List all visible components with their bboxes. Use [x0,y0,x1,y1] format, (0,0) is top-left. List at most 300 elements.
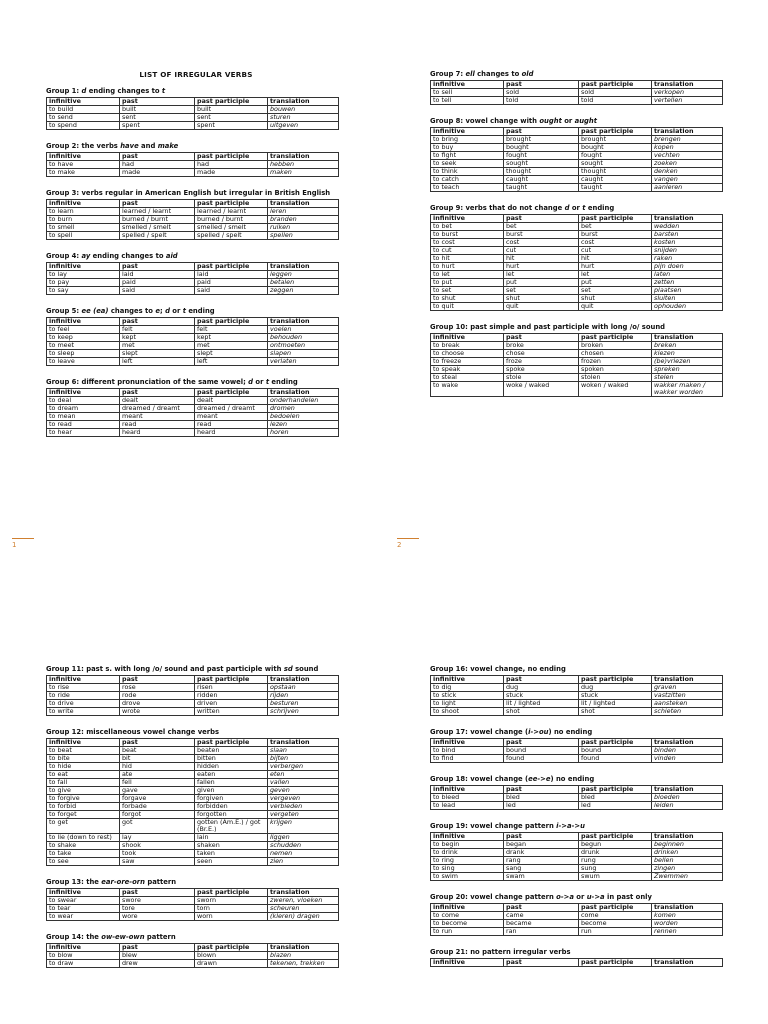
column-header: translation [268,889,339,897]
table-row [431,841,723,849]
past-cell: met [120,342,195,350]
past-cell: became [504,920,579,928]
translation-cell: ontmoeten [268,342,339,350]
column-header: translation [652,739,723,747]
table-row [431,223,723,231]
table-row [431,755,723,763]
past-cell: smelled / smelt [120,224,195,232]
table-row [47,763,339,771]
group-heading: Group 6: different pronunciation of the same vowel; d or t ending [46,378,298,386]
verb-table [46,97,339,130]
column-header: translation [268,318,339,326]
past-cell: burned / burnt [120,216,195,224]
past-participle-cell: bitten [195,755,268,763]
past-cell: bought [504,144,579,152]
past-participle-cell: met [195,342,268,350]
column-header: infinitive [431,904,504,912]
past-cell: caught [504,176,579,184]
page-2 [384,0,768,512]
infinitive-cell: to wear [47,913,120,921]
infinitive-cell: to bite [47,755,120,763]
verb-table [46,317,339,366]
table-row [47,858,339,866]
verb-table [430,958,723,967]
past-cell: froze [504,358,579,366]
past-cell: made [120,169,195,177]
table-row [431,168,723,176]
translation-cell: geven [268,787,339,795]
column-header: translation [268,389,339,397]
infinitive-cell: to smell [47,224,120,232]
translation-cell: bellen [652,857,723,865]
page-number-1-text: 1 [12,541,17,549]
translation-cell: vergeten [268,811,339,819]
table-row [431,747,723,755]
past-participle-cell: put [579,279,652,287]
infinitive-cell: to wake [431,382,504,397]
translation-cell: ophouden [652,303,723,311]
past-participle-cell: sought [579,160,652,168]
past-participle-cell: swum [579,873,652,881]
table-row [47,429,339,437]
past-cell: meant [120,413,195,421]
page-number-2-text: 2 [397,541,402,549]
past-participle-cell: brought [579,136,652,144]
past-participle-cell: hidden [195,763,268,771]
group-heading: Group 5: ee (ea) changes to e; d or t ending [46,307,215,315]
translation-cell: eten [268,771,339,779]
column-header: translation [652,128,723,136]
past-cell: hit [504,255,579,263]
past-cell: drank [504,849,579,857]
infinitive-cell: to hide [47,763,120,771]
past-cell: bit [120,755,195,763]
table-header-row [47,153,339,161]
past-cell: began [504,841,579,849]
past-participle-cell: chosen [579,350,652,358]
translation-cell: vallen [268,779,339,787]
translation-cell: betalen [268,279,339,287]
translation-cell: besturen [268,700,339,708]
table-row [431,849,723,857]
infinitive-cell: to get [47,819,120,834]
column-header: past participle [579,334,652,342]
past-cell: spent [120,122,195,130]
verb-table [46,152,339,177]
column-header: infinitive [47,389,120,397]
translation-cell: bedoelen [268,413,339,421]
column-header: past participle [195,153,268,161]
past-participle-cell: smelled / smelt [195,224,268,232]
translation-cell: kosten [652,239,723,247]
translation-cell: schieten [652,708,723,716]
table-header-row [431,959,723,967]
page-4-column [430,665,730,979]
column-header: past participle [195,389,268,397]
column-header: past participle [579,959,652,967]
column-header: past [504,676,579,684]
column-header: past participle [579,904,652,912]
past-cell: shook [120,842,195,850]
infinitive-cell: to begin [431,841,504,849]
group-heading: Group 12: miscellaneous vowel change verbs [46,728,220,736]
table-row [47,122,339,130]
past-participle-cell: begun [579,841,652,849]
infinitive-cell: to set [431,287,504,295]
past-participle-cell: beaten [195,747,268,755]
translation-cell: zoeken [652,160,723,168]
past-participle-cell: burst [579,231,652,239]
column-header: past participle [195,318,268,326]
page-3 [0,512,384,1024]
infinitive-cell: to forgive [47,795,120,803]
past-cell: found [504,755,579,763]
past-participle-cell: dealt [195,397,268,405]
table-row [47,169,339,177]
column-header: past [120,153,195,161]
past-cell: dug [504,684,579,692]
translation-cell: aanleren [652,184,723,192]
past-participle-cell: told [579,97,652,105]
past-cell: fought [504,152,579,160]
past-cell: cost [504,239,579,247]
column-header: past participle [579,739,652,747]
past-participle-cell: stuck [579,692,652,700]
past-participle-cell: laid [195,271,268,279]
translation-cell: plaatsen [652,287,723,295]
translation-cell: beginnen [652,841,723,849]
group-heading: Group 14: the ow-ew-own pattern [46,933,176,941]
verb-table [430,785,723,810]
past-cell: beat [120,747,195,755]
infinitive-cell: to lay [47,271,120,279]
column-header: infinitive [431,81,504,89]
column-header: translation [652,215,723,223]
past-cell: blew [120,952,195,960]
past-cell: cut [504,247,579,255]
column-header: past participle [195,98,268,106]
infinitive-cell: to break [431,342,504,350]
infinitive-cell: to make [47,169,120,177]
translation-cell: hebben [268,161,339,169]
past-participle-cell: dreamed / dreamt [195,405,268,413]
infinitive-cell: to choose [431,350,504,358]
infinitive-cell: to freeze [431,358,504,366]
past-cell: thought [504,168,579,176]
translation-cell: rennen [652,928,723,936]
past-cell: paid [120,279,195,287]
table-row [47,358,339,366]
past-participle-cell: cut [579,247,652,255]
group-heading: Group 17: vowel change (i->ou) no ending [430,728,593,736]
infinitive-cell: to say [47,287,120,295]
past-participle-cell: rung [579,857,652,865]
infinitive-cell: to see [47,858,120,866]
page-4 [384,512,768,1024]
past-participle-cell: shot [579,708,652,716]
column-header: infinitive [47,944,120,952]
translation-cell: snijden [652,247,723,255]
group-heading: Group 7: ell changes to old [430,70,534,78]
past-cell: sang [504,865,579,873]
verb-table [46,199,339,240]
table-row [431,920,723,928]
verb-table [430,80,723,105]
column-header: translation [652,959,723,967]
past-cell: lit / lighted [504,700,579,708]
infinitive-cell: to speak [431,366,504,374]
past-cell: sought [504,160,579,168]
past-participle-cell: bled [579,794,652,802]
translation-cell: vechten [652,152,723,160]
page-1-column [46,0,346,449]
past-cell: bled [504,794,579,802]
column-header: past participle [579,215,652,223]
translation-cell: vertellen [652,97,723,105]
verb-table [46,888,339,921]
column-header: infinitive [431,676,504,684]
translation-cell: leiden [652,802,723,810]
translation-cell: kiezen [652,350,723,358]
past-participle-cell: hit [579,255,652,263]
infinitive-cell: to bring [431,136,504,144]
past-cell: took [120,850,195,858]
column-header: infinitive [47,153,120,161]
verb-table [430,738,723,763]
group-heading: Group 18: vowel change (ee->e) no ending [430,775,595,783]
past-cell: learned / learnt [120,208,195,216]
column-header: past participle [579,81,652,89]
table-row [431,97,723,105]
translation-cell: nemen [268,850,339,858]
past-cell: lay [120,834,195,842]
translation-cell: verbieden [268,803,339,811]
infinitive-cell: to shoot [431,708,504,716]
infinitive-cell: to buy [431,144,504,152]
past-participle-cell: felt [195,326,268,334]
table-row [47,271,339,279]
translation-cell: maken [268,169,339,177]
table-row [431,247,723,255]
translation-cell: zweren, vloeken [268,897,339,905]
group-heading: Group 2: the verbs have and make [46,142,179,150]
table-row [431,708,723,716]
past-cell: wore [120,913,195,921]
table-header-row [431,676,723,684]
past-cell: forgave [120,795,195,803]
table-row [47,413,339,421]
past-cell: taught [504,184,579,192]
past-participle-cell: sworn [195,897,268,905]
column-header: past [120,318,195,326]
table-row [431,873,723,881]
past-participle-cell: cost [579,239,652,247]
translation-cell: voelen [268,326,339,334]
verb-table [46,943,339,968]
translation-cell: barsten [652,231,723,239]
page-1 [0,0,384,512]
past-cell: gave [120,787,195,795]
infinitive-cell: to swear [47,897,120,905]
infinitive-cell: to bleed [431,794,504,802]
column-header: translation [268,739,339,747]
table-row [431,239,723,247]
past-participle-cell: sung [579,865,652,873]
infinitive-cell: to put [431,279,504,287]
past-cell: sent [120,114,195,122]
translation-cell: breken [652,342,723,350]
past-cell: stuck [504,692,579,700]
group-heading: Group 10: past simple and past participle with long /o/ sound [430,323,666,331]
infinitive-cell: to quit [431,303,504,311]
column-header: past [120,889,195,897]
column-header: translation [652,833,723,841]
column-header: past [504,904,579,912]
infinitive-cell: to forget [47,811,120,819]
column-header: translation [652,676,723,684]
translation-cell: slapen [268,350,339,358]
past-participle-cell: stolen [579,374,652,382]
past-participle-cell: set [579,287,652,295]
group-heading: Group 13: the ear-ore-orn pattern [46,878,177,886]
translation-cell: vastzitten [652,692,723,700]
table-row [431,912,723,920]
past-cell: felt [120,326,195,334]
column-header: infinitive [431,334,504,342]
group-heading: Group 11: past s. with long /o/ sound and past participle with sd sound [46,665,319,673]
column-header: past participle [579,676,652,684]
past-cell: slept [120,350,195,358]
column-header: infinitive [431,959,504,967]
past-participle-cell: torn [195,905,268,913]
table-row [431,366,723,374]
table-header-row [47,318,339,326]
translation-cell: zien [268,858,339,866]
past-participle-cell: paid [195,279,268,287]
table-row [47,106,339,114]
past-cell: shut [504,295,579,303]
column-header: past [120,389,195,397]
infinitive-cell: to learn [47,208,120,216]
past-cell: ran [504,928,579,936]
group-heading: Group 3: verbs regular in American English but irregular in British English [46,189,331,197]
infinitive-cell: to ride [47,692,120,700]
infinitive-cell: to build [47,106,120,114]
past-participle-cell: run [579,928,652,936]
column-header: infinitive [47,318,120,326]
group-heading: Group 20: vowel change pattern o->a or u->a in past only [430,893,652,901]
past-cell: burst [504,231,579,239]
table-row [431,303,723,311]
translation-cell: raken [652,255,723,263]
past-cell: shot [504,708,579,716]
infinitive-cell: to give [47,787,120,795]
column-header: past participle [579,128,652,136]
infinitive-cell: to steal [431,374,504,382]
page-3-groups [46,665,346,968]
translation-cell: ruiken [268,224,339,232]
table-row [431,287,723,295]
column-header: translation [268,98,339,106]
infinitive-cell: to swim [431,873,504,881]
infinitive-cell: to burst [431,231,504,239]
infinitive-cell: to drive [47,700,120,708]
column-header: past [504,128,579,136]
past-cell: dreamed / dreamt [120,405,195,413]
past-participle-cell: taught [579,184,652,192]
infinitive-cell: to feel [47,326,120,334]
past-participle-cell: risen [195,684,268,692]
column-header: past participle [195,263,268,271]
column-header: translation [268,263,339,271]
translation-cell: sturen [268,114,339,122]
verb-table [430,333,723,397]
group-heading: Group 21: no pattern irregular verbs [430,948,571,956]
translation-cell: binden [652,747,723,755]
column-header: past [504,334,579,342]
infinitive-cell: to spend [47,122,120,130]
past-participle-cell: woken / waked [579,382,652,397]
table-row [47,287,339,295]
translation-cell: liggen [268,834,339,842]
column-header: past participle [195,200,268,208]
past-cell: spelled / spelt [120,232,195,240]
translation-cell: verkopen [652,89,723,97]
infinitive-cell: to send [47,114,120,122]
infinitive-cell: to beat [47,747,120,755]
past-participle-cell: ridden [195,692,268,700]
past-cell: set [504,287,579,295]
translation-cell: verlaten [268,358,339,366]
table-row [47,811,339,819]
past-cell: built [120,106,195,114]
column-header: past participle [195,739,268,747]
table-row [47,747,339,755]
table-row [431,136,723,144]
past-cell: swore [120,897,195,905]
table-header-row [47,263,339,271]
verb-table [46,738,339,866]
page-2-column [430,70,730,409]
past-cell: wrote [120,708,195,716]
past-participle-cell: eaten [195,771,268,779]
infinitive-cell: to burn [47,216,120,224]
table-row [47,850,339,858]
past-cell: kept [120,334,195,342]
infinitive-cell: to write [47,708,120,716]
verb-table [430,832,723,881]
past-cell: read [120,421,195,429]
translation-cell: zingen [652,865,723,873]
translation-cell: vangen [652,176,723,184]
translation-cell: zeggen [268,287,339,295]
past-participle-cell: gotten (Am.E.) / got (Br.E.) [195,819,268,834]
table-row [47,232,339,240]
column-header: past participle [195,676,268,684]
infinitive-cell: to lie (down to rest) [47,834,120,842]
table-row [47,421,339,429]
translation-cell: zetten [652,279,723,287]
column-header: past [504,786,579,794]
infinitive-cell: to dream [47,405,120,413]
past-cell: saw [120,858,195,866]
infinitive-cell: to hit [431,255,504,263]
past-participle-cell: blown [195,952,268,960]
translation-cell: brengen [652,136,723,144]
past-cell: dealt [120,397,195,405]
infinitive-cell: to come [431,912,504,920]
past-cell: chose [504,350,579,358]
